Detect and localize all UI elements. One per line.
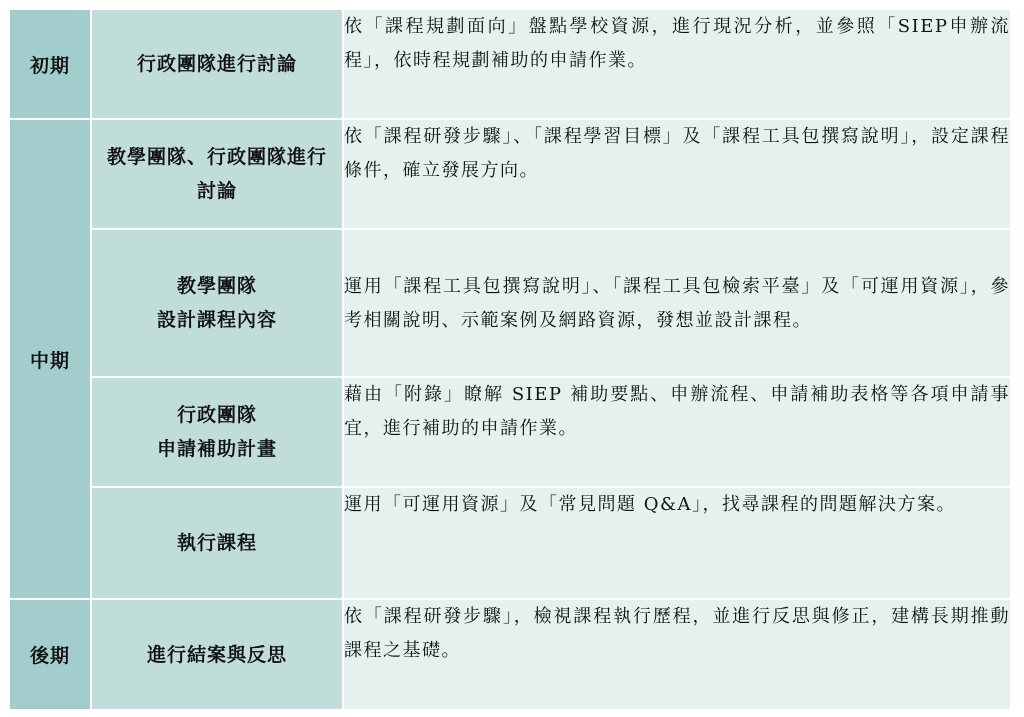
phase-cell-late: 後期 — [9, 599, 91, 710]
task-cell: 行政團隊進行討論 — [91, 9, 343, 119]
task-cell — [91, 377, 343, 487]
description-cell: 依「課程研發步驟」、「課程學習目標」及「課程工具包撰寫說明」，設定課程條件，確立發展方向。 — [343, 119, 1011, 229]
description-cell: 運用「課程工具包撰寫說明」、「課程工具包檢索平臺」及「可運用資源」，參考相關說明、示範案例及網路資源，發想並設計課程。 — [343, 229, 1011, 377]
task-cell: 進行結案與反思 — [91, 599, 343, 710]
task-label-line-1: 行政團隊 — [176, 404, 257, 426]
description-cell: 依「課程研發步驟」，檢視課程執行歷程，並進行反思與修正，建構長期推動課程之基礎。 — [343, 599, 1011, 710]
table-row — [9, 377, 1011, 487]
description-cell: 藉由「附錄」瞭解 SIEP 補助要點、申辦流程、申請補助表格等各項申請事宜，進行補助的申請作業。 — [343, 377, 1011, 487]
task-label-line-2: 設計課程內容 — [156, 309, 277, 331]
table-row — [9, 599, 1011, 710]
task-label-line-2: 申請補助計畫 — [156, 438, 277, 460]
task-label-line-1: 教學團隊 — [176, 275, 257, 297]
task-cell — [91, 229, 343, 377]
phase-cell-middle: 中期 — [9, 119, 91, 599]
course-plan-table — [8, 8, 1012, 711]
table-row — [9, 487, 1011, 599]
description-cell: 依「課程規劃面向」盤點學校資源，進行現況分析，並參照「SIEP申辦流程」，依時程規劃補助的申請作業。 — [343, 9, 1011, 119]
task-cell — [91, 119, 343, 229]
table-row — [9, 229, 1011, 377]
description-cell: 運用「可運用資源」及「常見問題 Q&A」，找尋課程的問題解決方案。 — [343, 487, 1011, 599]
task-label: 教學團隊、行政團隊進行討論 — [106, 146, 327, 202]
phase-cell-early: 初期 — [9, 9, 91, 119]
table-row — [9, 9, 1011, 119]
task-cell: 執行課程 — [91, 487, 343, 599]
table-row — [9, 119, 1011, 229]
